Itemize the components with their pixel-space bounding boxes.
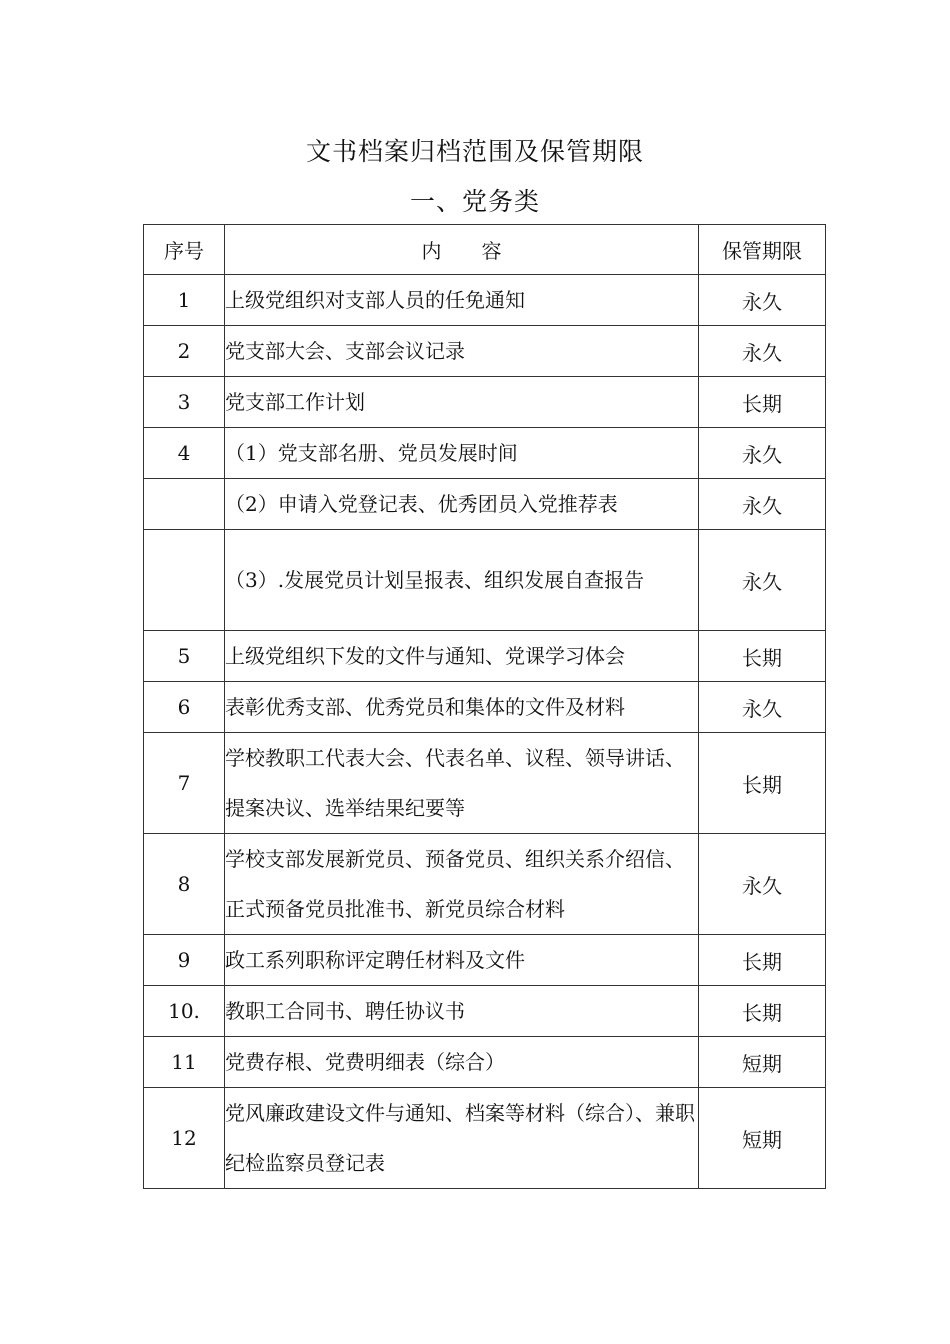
row-content: 教职工合同书、聘任协议书 — [225, 986, 699, 1037]
row-retention-period: 长期 — [699, 377, 826, 428]
row-retention-period: 长期 — [699, 935, 826, 986]
row-content: 党支部大会、支部会议记录 — [225, 326, 699, 377]
row-retention-period: 永久 — [699, 530, 826, 631]
row-retention-period: 永久 — [699, 479, 826, 530]
row-retention-period: 永久 — [699, 834, 826, 935]
row-serial-number — [144, 530, 225, 631]
row-serial-number: 8 — [144, 834, 225, 935]
section-title: 一、党务类 — [409, 187, 540, 216]
row-serial-number: 12 — [144, 1088, 225, 1189]
table-row — [144, 631, 826, 682]
row-retention-period: 短期 — [699, 1037, 826, 1088]
table-row — [144, 935, 826, 986]
row-serial-number: 3 — [144, 377, 225, 428]
header-serial-number: 序号 — [144, 225, 225, 275]
table-row — [144, 834, 826, 935]
row-content: 上级党组织下发的文件与通知、党课学习体会 — [225, 631, 699, 682]
row-content: 党费存根、党费明细表（综合） — [225, 1037, 699, 1088]
row-retention-period: 永久 — [699, 428, 826, 479]
table-row — [144, 1088, 826, 1189]
table-row — [144, 986, 826, 1037]
row-retention-period: 永久 — [699, 275, 826, 326]
row-content: （3）.发展党员计划呈报表、组织发展自查报告 — [225, 530, 699, 631]
document-title: 文书档案归档范围及保管期限 — [305, 137, 644, 166]
header-retention-period: 保管期限 — [699, 225, 826, 275]
row-serial-number: 9 — [144, 935, 225, 986]
row-serial-number: 10. — [144, 986, 225, 1037]
table-row — [144, 377, 826, 428]
table-row — [144, 275, 826, 326]
row-retention-period: 长期 — [699, 986, 826, 1037]
row-content: 政工系列职称评定聘任材料及文件 — [225, 935, 699, 986]
table-row — [144, 479, 826, 530]
table-row — [144, 682, 826, 733]
row-retention-period: 短期 — [699, 1088, 826, 1189]
row-content: 学校支部发展新党员、预备党员、组织关系介绍信、正式预备党员批准书、新党员综合材料 — [225, 834, 699, 935]
row-content: 党风廉政建设文件与通知、档案等材料（综合）、兼职纪检监察员登记表 — [225, 1088, 699, 1189]
table-row — [144, 326, 826, 377]
row-serial-number: 7 — [144, 733, 225, 834]
row-serial-number: 11 — [144, 1037, 225, 1088]
row-retention-period: 永久 — [699, 682, 826, 733]
table-row — [144, 1037, 826, 1088]
row-retention-period: 永久 — [699, 326, 826, 377]
table-row — [144, 733, 826, 834]
table-header-row — [144, 225, 826, 275]
table-row — [144, 428, 826, 479]
row-content: 上级党组织对支部人员的任免通知 — [225, 275, 699, 326]
row-content: 学校教职工代表大会、代表名单、议程、领导讲话、提案决议、选举结果纪要等 — [225, 733, 699, 834]
row-content: 党支部工作计划 — [225, 377, 699, 428]
archive-table — [143, 224, 826, 1189]
row-serial-number: 6 — [144, 682, 225, 733]
header-content: 内 容 — [225, 225, 699, 275]
row-serial-number: 4 — [144, 428, 225, 479]
table-row — [144, 530, 826, 631]
row-retention-period: 长期 — [699, 733, 826, 834]
row-serial-number: 2 — [144, 326, 225, 377]
row-content: 表彰优秀支部、优秀党员和集体的文件及材料 — [225, 682, 699, 733]
row-serial-number: 1 — [144, 275, 225, 326]
row-retention-period: 长期 — [699, 631, 826, 682]
row-serial-number — [144, 479, 225, 530]
row-content: （2）申请入党登记表、优秀团员入党推荐表 — [225, 479, 699, 530]
row-serial-number: 5 — [144, 631, 225, 682]
row-content: （1）党支部名册、党员发展时间 — [225, 428, 699, 479]
